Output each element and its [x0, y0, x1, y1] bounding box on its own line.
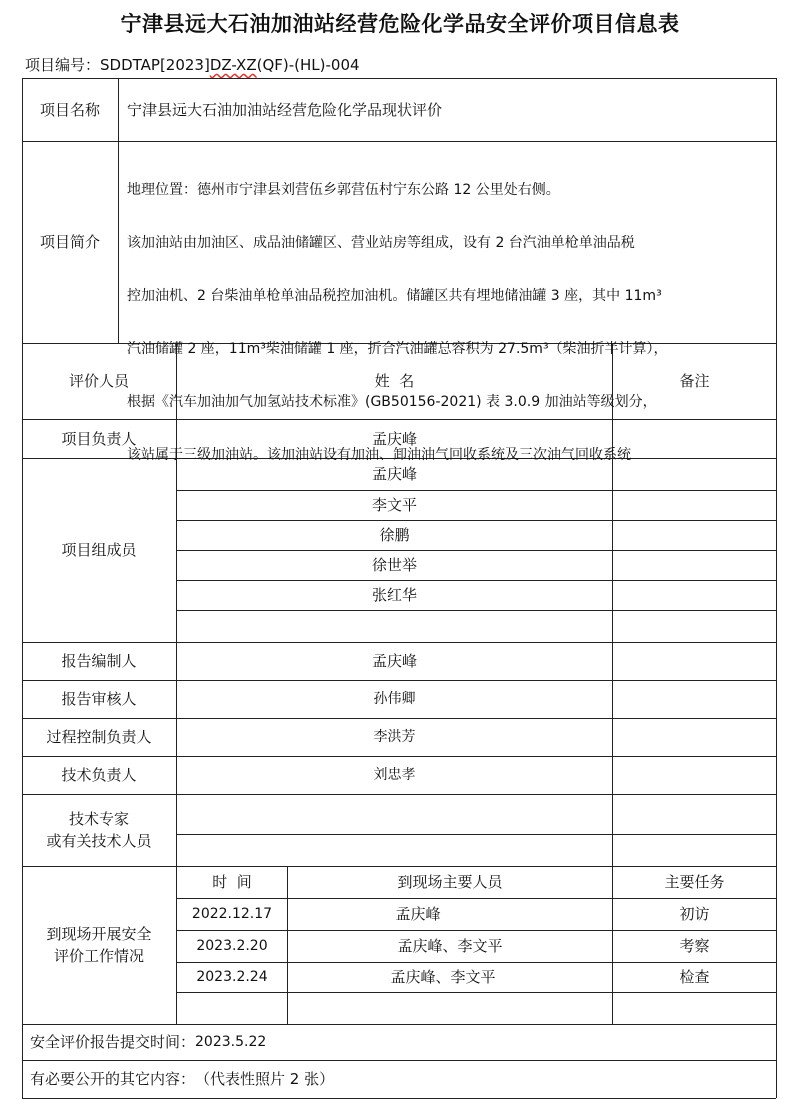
project-number-label: 项目编号： [25, 56, 101, 74]
document-title: 宁津县远大石油加油站经营危险化学品安全评价项目信息表 [120, 12, 680, 36]
visit-people: 孟庆峰、李文平 [390, 968, 496, 986]
visit-header-task: 主要任务 [664, 873, 725, 891]
public-row [22, 1060, 776, 1098]
visit-time: 2023.2.24 [196, 969, 268, 985]
leader-label: 项目负责人 [61, 429, 137, 448]
expert-label [22, 794, 176, 866]
visit-task: 考察 [679, 937, 710, 955]
visit-time: 2022.12.17 [191, 906, 273, 922]
tech-name: 刘忠孝 [373, 767, 416, 783]
intro-line: 控加油机、2 台柴油单枪单油品税控加油机。储罐区共有埋地储油罐 3 座，其中 11m³ [127, 287, 662, 304]
member-name: 孟庆峰 [371, 465, 417, 483]
project-number [25, 54, 360, 75]
leader-name: 孟庆峰 [371, 429, 417, 448]
compiler-label: 报告编制人 [61, 652, 137, 670]
visit-people: 孟庆峰 [395, 905, 441, 923]
project-intro-label: 项目简介 [39, 233, 100, 251]
site-visit-label-line: 到现场开展安全 [46, 925, 152, 943]
public-value: （代表性照片 2 张） [195, 1070, 335, 1088]
header-name: 姓 名 [374, 372, 415, 390]
visit-header-time: 时 间 [212, 873, 252, 891]
tech-label: 技术负责人 [61, 766, 137, 784]
expert-label-line: 技术专家 [68, 810, 129, 828]
intro-line: 根据《汽车加油加气加氢站技术标准》(GB50156-2021) 表 3.0.9 加油站等级划分， [127, 393, 657, 410]
intro-line: 地理位置：德州市宁津县刘营伍乡郭营伍村宁东公路 12 公里处右侧。 [127, 181, 560, 198]
project-name-value: 宁津县远大石油加油站经营危险化学品现状评价 [127, 100, 443, 119]
project-number-code-a: SDDTAP[2023] [100, 56, 210, 74]
project-number-code-c: (QF)-(HL)-004 [256, 56, 360, 74]
visit-task: 初访 [679, 905, 710, 923]
member-name: 李文平 [371, 496, 417, 514]
visit-people: 孟庆峰、李文平 [397, 937, 503, 955]
visit-task: 检查 [679, 968, 710, 986]
expert-label-line: 或有关技术人员 [46, 832, 152, 850]
submit-date: 2023.5.22 [195, 1034, 267, 1050]
project-name-label: 项目名称 [39, 100, 100, 119]
members-label: 项目组成员 [61, 541, 137, 559]
public-label: 有必要公开的其它内容： [30, 1070, 196, 1088]
member-name: 徐鹏 [379, 526, 410, 544]
site-visit-label-line: 评价工作情况 [53, 947, 144, 965]
visit-header-people: 到现场主要人员 [397, 873, 503, 891]
header-note: 备注 [679, 372, 710, 390]
submit-row [22, 1024, 776, 1060]
process-label: 过程控制负责人 [46, 728, 152, 746]
reviewer-name: 孙伟卿 [373, 691, 416, 707]
process-name: 李洪芳 [373, 729, 416, 745]
header-role: 评价人员 [68, 372, 129, 390]
project-number-code-b: DZ-XZ [209, 56, 257, 74]
compiler-name: 孟庆峰 [371, 652, 417, 670]
reviewer-label: 报告审核人 [61, 690, 137, 708]
submit-label: 安全评价报告提交时间： [30, 1033, 196, 1051]
visit-time: 2023.2.20 [196, 938, 268, 954]
intro-line: 汽油储罐 2 座，11m³柴油储罐 1 座，折合汽油罐总容积为 27.5m³（柴油折半计算）， [127, 340, 668, 357]
site-visit-label [22, 866, 176, 1024]
intro-line: 该站属于三级加油站。该加油站设有加油、卸油油气回收系统及三次油气回收系统 [127, 446, 631, 463]
intro-line: 该加油站由加油区、成品油储罐区、营业站房等组成，设有 2 台汽油单枪单油品税 [127, 234, 635, 251]
member-name: 张红华 [371, 586, 417, 604]
member-name: 徐世举 [371, 556, 417, 574]
